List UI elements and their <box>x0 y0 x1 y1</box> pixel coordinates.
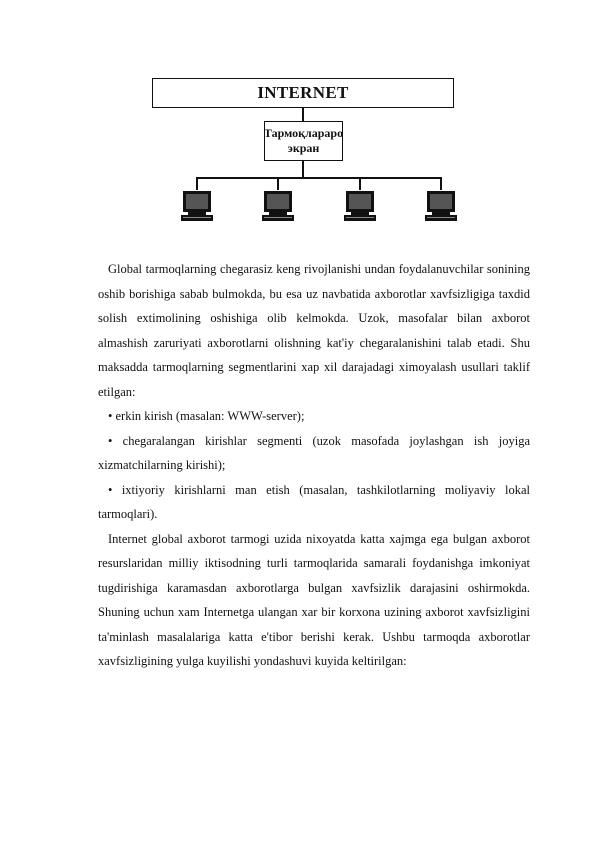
network-diagram <box>0 0 600 240</box>
firewall-box <box>264 121 343 161</box>
drop-line-1 <box>196 177 198 190</box>
internet-box <box>152 78 454 108</box>
bus-line <box>196 177 441 179</box>
computer-icon <box>180 190 214 222</box>
computer-icon <box>424 190 458 222</box>
paragraph-2: Internet global axborot tarmogi uzida nixoyatda katta xajmga ega bulgan axborot resurslaridan milliy iktisodning turli tarmoqlarida samarali foydanishga imkoniyat tugdirishiga karamasdan axborotlarga bulgan xavfsizlik darajasini oshirmokda. Shuning uchun xam Internetga ulangan xar bir korxona uzining axborot xavfsizligini ta'minlash masalalariga katta e'tibor berishi kerak. Ushbu tarmoqda axborotlar xavfsizligining yulga kuyilishi yondashuvi kuyida keltirilgan: <box>98 531 530 668</box>
connector-internet-firewall <box>302 108 304 121</box>
bullet-item-2: • chegaralangan kirishlar segmenti (uzok masofada joylashgan ish joyiga xizmatchilarning kirishi); <box>98 433 530 472</box>
computer-icon <box>343 190 377 222</box>
internet-label: INTERNET <box>257 83 349 102</box>
bullet-item-1: • erkin kirish (masalan: WWW-server); <box>108 409 305 423</box>
paragraph-1: Global tarmoqlarning chegarasiz keng rivojlanishi undan foydalanuvchilar sonining oshib borishiga sabab bulmokda, bu esa uz navbatida axborotlar xavfsizligiga taxdid solish extimolining oshishiga olib kelmokda. Uzok, masofalar bilan axborot almashish zaruriyati axborotlarni olishning kat'iy chegaralanishini talab etadi. Shu maksadda tarmoqlarning segmentlarini xap xil darajadagi ximoyalash usullari taklif etilgan: <box>98 262 530 399</box>
drop-line-2 <box>277 177 279 190</box>
drop-line-3 <box>359 177 361 190</box>
firewall-label-line1: Тармоқлараро <box>263 126 344 140</box>
firewall-label-line2: экран <box>287 141 320 155</box>
body-text <box>98 257 530 674</box>
drop-line-4 <box>440 177 442 190</box>
computer-icon <box>261 190 295 222</box>
bullet-item-3: • ixtiyoriy kirishlarni man etish (masalan, tashkilotlarning moliyaviy lokal tarmoqlari). <box>98 482 530 521</box>
connector-firewall-bus <box>302 161 304 178</box>
